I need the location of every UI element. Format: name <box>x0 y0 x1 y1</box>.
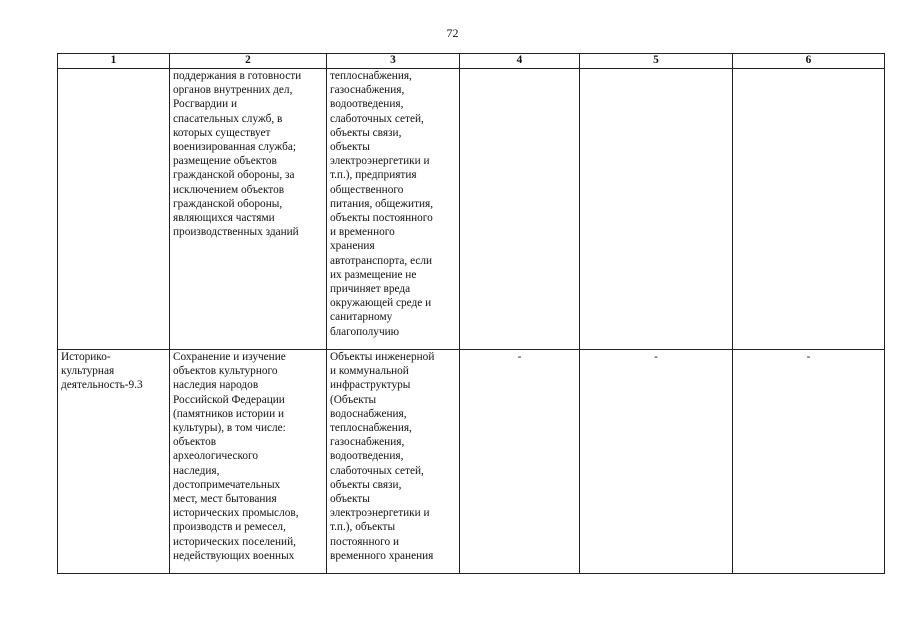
cell-col5 <box>580 69 733 350</box>
cell-col4 <box>460 69 580 350</box>
column-header-5: 5 <box>580 54 733 69</box>
cell-col5: - <box>580 350 733 574</box>
column-header-6: 6 <box>733 54 885 69</box>
table-row <box>58 69 885 350</box>
page-number: 72 <box>446 26 459 40</box>
cell-activity-type <box>58 69 170 350</box>
column-header-3: 3 <box>327 54 460 69</box>
column-header-1: 1 <box>58 54 170 69</box>
cell-description: поддержания в готовности органов внутренних дел, Росгвардии и спасательных служб, в которых существует военизированная служба; размещение объектов гражданской обороны, за исключением объектов гражданской обороны, являющихся частями производственных зданий <box>170 69 327 350</box>
column-header-4: 4 <box>460 54 580 69</box>
cell-col6: - <box>733 350 885 574</box>
cell-permitted-objects: Объекты инженерной и коммунальной инфраструктуры (Объекты водоснабжения, теплоснабжения, газоснабжения, водоотведения, слаботочных сетей, объекты связи, объекты электроэнергетики и т.п.), объекты постоянного и временного хранения <box>327 350 460 574</box>
table-row <box>58 350 885 574</box>
cell-col4: - <box>460 350 580 574</box>
cell-activity-type: Историко- культурная деятельность-9.3 <box>58 350 170 574</box>
cell-description: Сохранение и изучение объектов культурного наследия народов Российской Федерации (памятников истории и культуры), в том числе: объектов археологического наследия, достопримечательных мест, мест бытования исторических промыслов, производств и ремесел, исторических поселений, недействующих военных <box>170 350 327 574</box>
regulations-table <box>57 53 885 574</box>
cell-col6 <box>733 69 885 350</box>
cell-permitted-objects: теплоснабжения, газоснабжения, водоотведения, слаботочных сетей, объекты связи, объекты электроэнергетики и т.п.), предприятия общественного питания, общежития, объекты постоянного и временного хранения автотранспорта, если их размещение не причиняет вреда окружающей среде и санитарному благополучию <box>327 69 460 350</box>
table-header-row <box>58 54 885 69</box>
column-header-2: 2 <box>170 54 327 69</box>
